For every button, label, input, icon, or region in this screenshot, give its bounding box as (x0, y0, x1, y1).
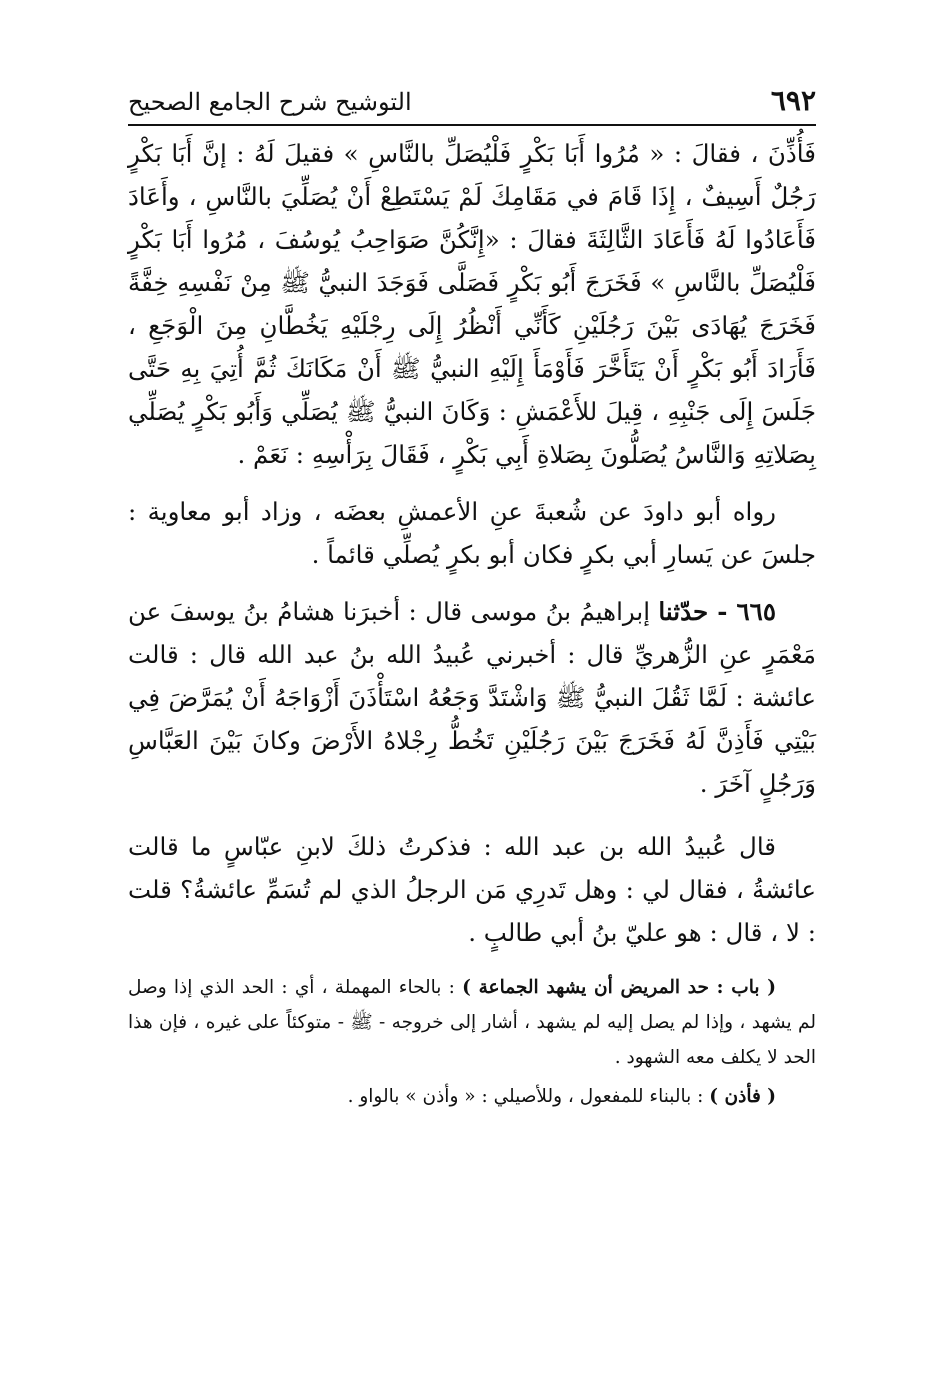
commentary-text: : بالحاء المهملة ، أي : الحد الذي إذا وصل لم يشهد ، وإذا لم يصل إليه لم يشهد ، أشار إلى خروجه - ﷺ - متوكئاً على غيره ، فإن هذا الحد لا يكلف معه الشهود . (128, 977, 816, 1068)
main-paragraph-2: رواه أبو داودَ عن شُعبةَ عنِ الأعمشِ بعضَه ، وزاد أبو معاوية : جلسَ عن يَسارِ أبي بكرٍ فكان أبو بكرٍ يُصلِّي قائماً . (128, 497, 816, 569)
main-paragraph-4: قال عُبيدُ الله بن عبد الله : فذكرتُ ذلكَ لابنِ عبّاسٍ ما قالت عائشةُ ، فقال لي : وهل تَدرِي مَن الرجلُ الذي لم تُسَمِّ عائشةُ؟ قلت : لا ، قال : هو عليّ بنُ أبي طالبٍ . (128, 832, 816, 947)
commentary-text: : بالبناء للمفعول ، وللأصيلي : « وأذن » بالواو . (347, 1086, 710, 1107)
hadith-number: ٦٦٥ - حدّثنا (658, 597, 776, 626)
running-title: التوشيح شرح الجامع الصحيح (128, 88, 412, 116)
main-paragraph-1: فَأُذِّنَ ، فقالَ : « مُرُوا أَبَا بَكْرٍ فَلْيُصَلِّ بالنَّاسِ » فقيلَ لَهُ : إنَّ أَبَا بَكْرٍ رَجُلٌ أَسِيفٌ ، إِذَا قَامَ في مَقَامِكَ لَمْ يَسْتَطِعْ أَنْ يُصَلِّيَ بالنَّاسِ ، وأَعَادَ فَأَعَادُوا لَهُ فَأَعَادَ الثَّالِثَةَ فقالَ : «إِنَّكُنَّ صَوَاحِبُ يُوسُفَ ، مُرُوا أَبَا بَكْرٍ فَلْيُصَلِّ بالنَّاسِ » فَخَرَجَ أَبُو بَكْرٍ فَصَلَّى فَوَجَدَ النبيُّ ﷺ مِنْ نَفْسِهِ خِفَّةً فَخَرَجَ يُهَادَى بَيْنَ رَجُلَيْنِ كَأَنِّي أَنْظُرُ إِلَى رِجْلَيْهِ يَخُطَّانِ مِنَ الْوَجَعِ ، فَأَرَادَ أَبُو بَكْرٍ أَنْ يَتَأَخَّرَ فَأَوْمَأَ إِلَيْهِ النبيُّ ﷺ أَنْ مَكَانَكَ ثُمَّ أُتِيَ بِهِ حَتَّى جَلَسَ إِلَى جَنْبِهِ ، قِيلَ للأَعْمَشِ : وَكَانَ النبيُّ ﷺ يُصَلِّي وَأَبُو بَكْرٍ يُصَلِّي بِصَلاتِهِ وَالنَّاسُ يُصَلُّونَ بِصَلاةِ أَبِي بَكْرٍ ، فَقَالَ بِرَأْسِهِ : نَعَمْ . (128, 139, 816, 469)
commentary-lemma: ( فأذن ) (709, 1086, 776, 1107)
commentary-note-1 (128, 970, 816, 1075)
book-page (128, 84, 816, 1114)
page-number: ٦٩٢ (770, 84, 816, 117)
hadith-paragraph (128, 590, 816, 805)
commentary-note-2 (128, 1079, 816, 1114)
commentary-lemma: ( باب : حد المريض أن يشهد الجماعة ) (462, 977, 776, 998)
hadith-text: إبراهيمُ بنُ موسى قال : أخبرَنا هشامُ بنُ يوسفَ عن مَعْمَرٍ عنِ الزُّهريِّ قال : أخبرني عُبيدُ الله بنُ عبد الله قال : قالت عائشة : لَمَّا ثَقُلَ النبيُّ ﷺ وَاشْتَدَّ وَجَعُهُ اسْتَأْذَنَ أَزْوَاجَهُ أَنْ يُمَرَّضَ فِي بَيْتِي فَأَذِنَّ لَهُ فَخَرَجَ بَيْنَ رَجُلَيْنِ تَخُطُّ رِجْلاهُ الأَرْضَ وكانَ بَيْنَ العَبَّاسِ وَرَجُلٍ آخَرَ . (128, 597, 816, 798)
page-header (128, 84, 816, 126)
